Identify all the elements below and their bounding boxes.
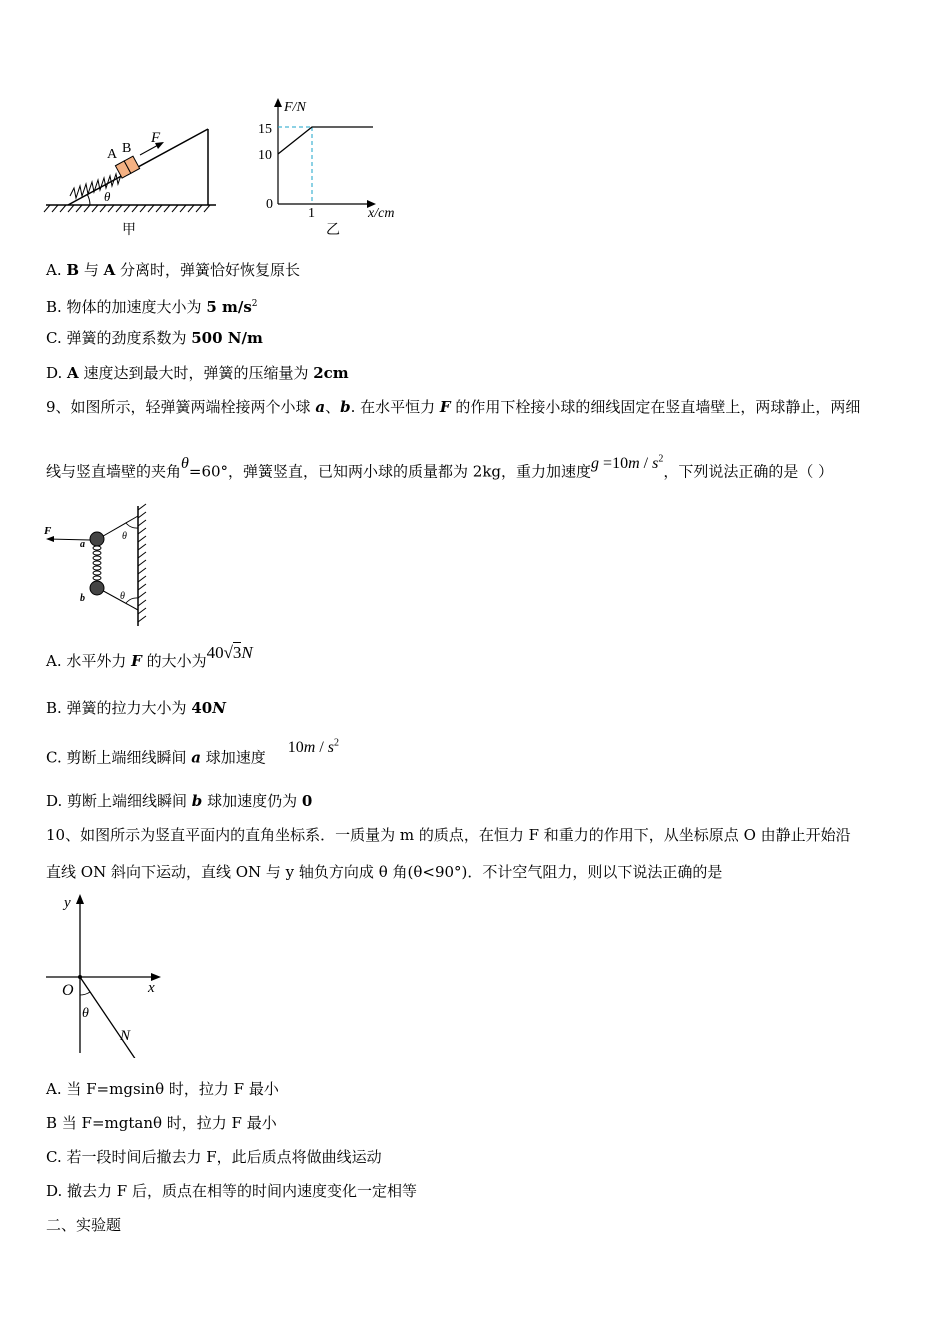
q8-option-d: D. A 速度达到最大时，弹簧的压缩量为 2cm [46, 364, 349, 382]
q10-option-c: C. 若一段时间后撤去力 F，此后质点将做曲线运动 [46, 1148, 382, 1166]
q10-option-a: A. 当 F=mgsinθ 时，拉力 F 最小 [46, 1080, 279, 1098]
math-40-sqrt3-N: 40√3N [206, 643, 253, 662]
label-B: B [122, 141, 132, 156]
q9-option-b: B. 弹簧的拉力大小为 40N [46, 699, 226, 717]
tick-15: 15 [258, 122, 272, 137]
label-theta: θ [104, 189, 111, 204]
label-x: x [148, 980, 155, 996]
q9-stem-line1: 9、如图所示，轻弹簧两端栓接两个小球 a、b. 在水平恒力 F 的作用下栓接小球的细线固定在竖直墙壁上，两球静止，两细 [46, 398, 861, 416]
label-y: y [64, 895, 71, 911]
label-O: O [62, 982, 74, 999]
caption-yi: 乙 [326, 223, 340, 238]
q8-option-a: A. B 与 A 分离时，弹簧恰好恢复原长 [46, 261, 301, 279]
q10-stem-line2: 直线 ON 斜向下运动，直线 ON 与 y 轴负方向成 θ 角(θ<90°)．不计空气阻力，则以下说法正确的是 [46, 863, 723, 881]
label-theta-top: θ [122, 531, 127, 542]
tick-0: 0 [266, 197, 273, 212]
tick-10: 10 [258, 148, 272, 163]
figure-yi-graph [250, 96, 420, 240]
q9-option-a: A. 水平外力 F 的大小为40√3N [46, 643, 253, 670]
q9-stem-line2: 线与竖直墙壁的夹角θ=60°，弹簧竖直，已知两小球的质量都为 2kg，重力加速度$g =10m / s^2$，下列说法正确的是（ ） [46, 454, 834, 481]
q8-option-b: B. 物体的加速度大小为 5 $m/s^2$ [46, 298, 258, 316]
q10-option-b: B 当 F=mgtanθ 时，拉力 F 最小 [46, 1114, 277, 1132]
q10-stem-line1: 10、如图所示为竖直平面内的直角坐标系．一质量为 m 的质点，在恒力 F 和重力的作用下，从坐标原点 O 由静止开始沿 [46, 826, 851, 844]
tick-1: 1 [308, 206, 315, 221]
y-axis-label: F/N [284, 100, 306, 115]
q9-option-c: C. 剪断上端细线瞬间 a 球加速度$10m / s^2$ [46, 738, 340, 767]
label-A: A [107, 147, 118, 162]
label-F: F [44, 525, 52, 537]
section-title: 二、实验题 [46, 1216, 122, 1234]
label-F: F [151, 130, 161, 146]
label-theta: θ [82, 1006, 89, 1021]
x-axis-label: x/cm [368, 206, 395, 221]
q9-option-d: D. 剪断上端细线瞬间 b 球加速度仍为 0 [46, 792, 313, 810]
figure-q10-axes [40, 888, 170, 1058]
figure-q9-balls-wall [40, 502, 160, 632]
label-theta-bottom: θ [120, 591, 125, 602]
label-a: a [80, 539, 85, 550]
caption-jia: 甲 [122, 223, 136, 238]
math-10-m-s2: $10m / s^2$ [287, 738, 340, 757]
label-b: b [80, 593, 85, 604]
g-expression: $g =10m / s^2$ [591, 454, 664, 473]
figure-jia-incline [40, 118, 230, 240]
label-N: N [120, 1028, 131, 1044]
q10-option-d: D. 撤去力 F 后，质点在相等的时间内速度变化一定相等 [46, 1182, 417, 1200]
q8-option-c: C. 弹簧的劲度系数为 500 N/m [46, 329, 263, 347]
